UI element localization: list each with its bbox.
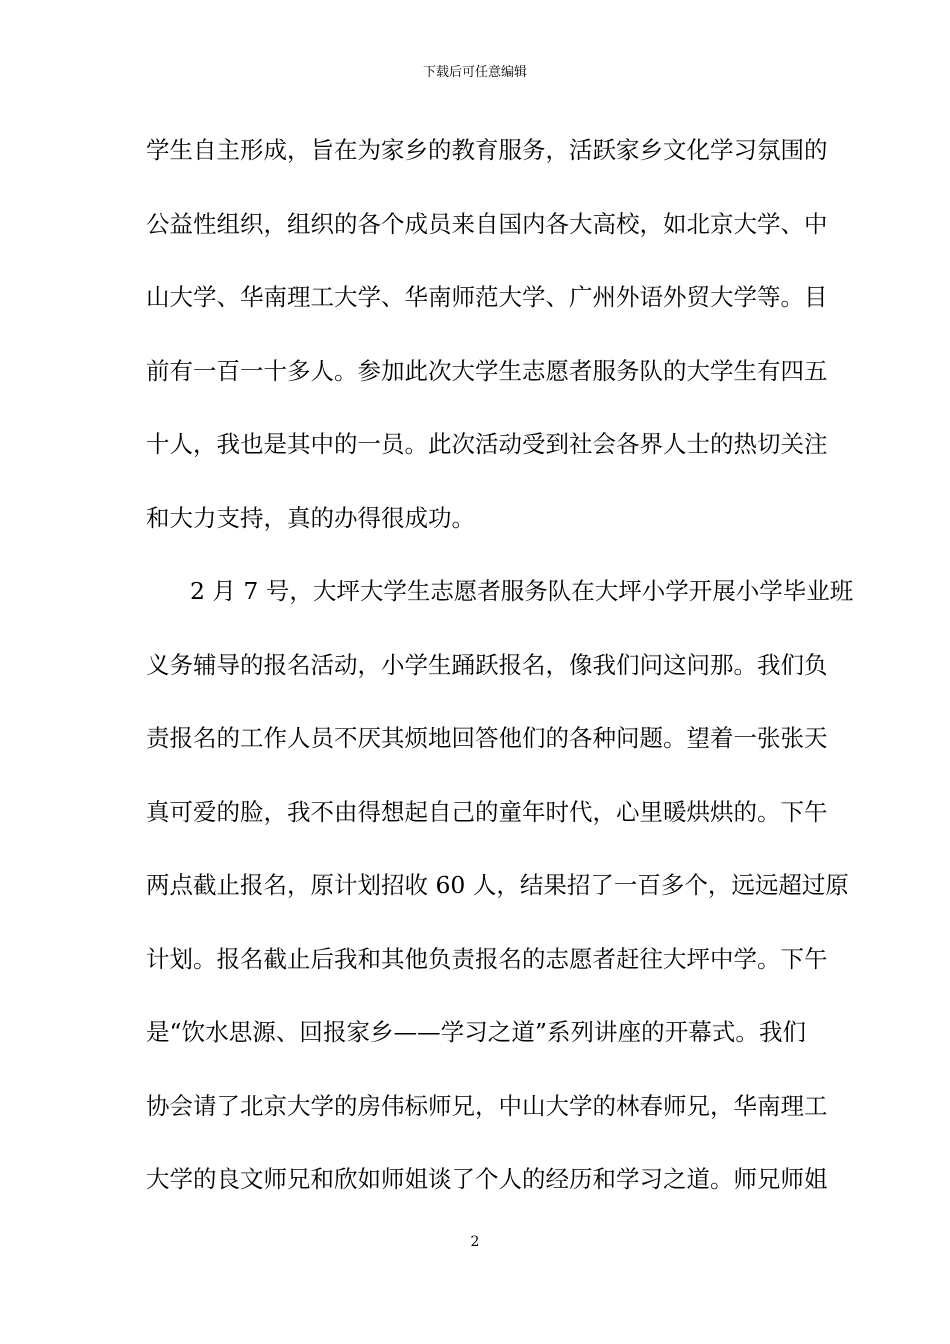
body-text	[146, 128, 854, 1231]
text-line: 学生自主形成，旨在为家乡的教育服务，活跃家乡文化学习氛围的	[146, 136, 828, 164]
text-line: 前有一百一十多人。参加此次大学生志愿者服务队的大学生有四五	[146, 356, 828, 385]
page-header: 下载后可任意编辑	[422, 65, 527, 80]
text-line: 和大力支持，真的办得很成功。	[146, 503, 475, 532]
text-line: 大学的良文师兄和欣如师姐谈了个人的经历和学习之道。师兄师姐	[146, 1165, 828, 1193]
text-line: 义务辅导的报名活动，小学生踊跃报名，像我们问这问那。我们负	[146, 650, 828, 679]
page-number: 2	[470, 1234, 480, 1250]
text-line: 山大学、华南理工大学、华南师范大学、广州外语外贸大学等。目	[146, 283, 828, 311]
text-line: 十人，我也是其中的一员。此次活动受到社会各界人士的热切关注	[146, 430, 828, 458]
text-line: 是“饮水思源、回报家乡——学习之道”系列讲座的开幕式。我们	[146, 1018, 806, 1046]
text-line: 协会请了北京大学的房伟标师兄，中山大学的林春师兄，华南理工	[146, 1091, 828, 1120]
text-line: 计划。报名截止后我和其他负责报名的志愿者赶往大坪中学。下午	[146, 944, 828, 973]
text-line: 公益性组织，组织的各个成员来自国内各大高校，如北京大学、中	[146, 209, 828, 238]
text-line: 责报名的工作人员不厌其烦地回答他们的各种问题。望着一张张天	[146, 724, 828, 752]
text-line: 2 月 7 号，大坪大学生志愿者服务队在大坪小学开展小学毕业班	[190, 577, 854, 605]
text-line: 两点截止报名，原计划招收 60 人，结果招了一百多个，远远超过原	[146, 871, 849, 899]
text-line: 真可爱的脸，我不由得想起自己的童年时代，心里暖烘烘的。下午	[146, 797, 828, 826]
